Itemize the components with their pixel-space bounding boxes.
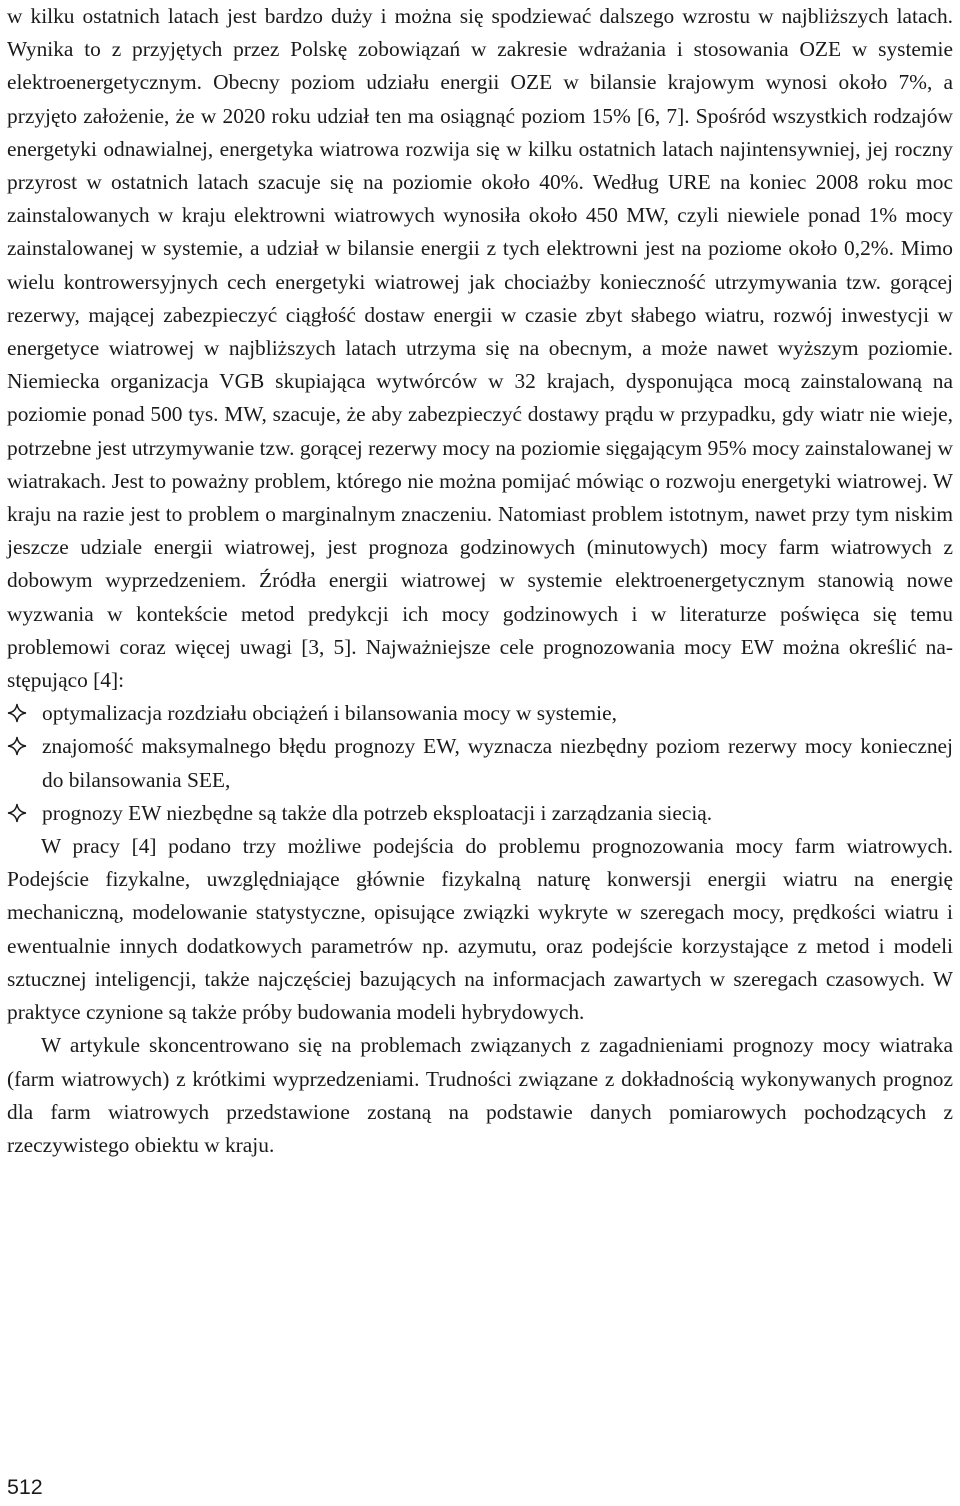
objectives-list	[7, 697, 953, 830]
body-paragraph-3: W artykule skoncentrowano się na problemach związanych z zagadnieniami prognozy mocy wiatraka (farm wiatrowych) z krótkimi wyprzedzeniami. Trudności związane z dokładnością wykonywanych prognoz dla farm wiatrowych przedstawione zostaną na podstawie danych pomiarowych pochodzących z rzeczywistego obiektu w kraju.	[7, 1033, 953, 1157]
list-item-text: optymalizacja rozdziału obciążeń i bilansowania mocy w systemie,	[42, 701, 617, 726]
list-item-text: znajomość maksymalnego błędu prognozy EW, wyznacza niezbędny poziom rezerwy mocy koniecznej do bilansowania SEE,	[42, 734, 953, 792]
four-point-star-outline-icon	[7, 803, 27, 823]
page-number: 512	[7, 1475, 43, 1499]
four-point-star-outline-icon	[7, 736, 27, 756]
body-paragraph-2: W pracy [4] podano trzy możliwe podejścia do problemu prognozowania mocy farm wiatrowych. Podejście fizykalne, uwzględniające głównie fizykalną naturę konwersji energii wiatru na energię mechaniczną, modelowanie statystyczne, opisujące związki wykryte w szeregach mocy, prędkości wiatru i ewentualnie innych dodatkowych parametrów np. azymutu, oraz podejście korzystające z metod i modeli sztucznej inteligencji, także najczęściej bazujących na informacjach zawartych w szeregach czasowych. W praktyce czynione są także próby budowania modeli hybrydowych.	[7, 834, 953, 1025]
list-item	[7, 697, 953, 730]
list-item	[7, 797, 953, 830]
list-item	[7, 730, 953, 796]
list-item-text: prognozy EW niezbędne są także dla potrzeb eksploatacji i zarządzania siecią.	[42, 800, 713, 825]
document-page	[7, 0, 953, 1162]
four-point-star-outline-icon	[7, 703, 27, 723]
body-paragraph-1: w kilku ostatnich latach jest bardzo duży i można się spodziewać dalszego wzrostu w najbliższych latach. Wynika to z przyjętych przez Polskę zobowiązań w zakresie wdrażania i stosowania OZE w systemie elektroenergetycznym. Obecny poziom udziału energii OZE w bilansie krajowym wynosi około 7%, a przyjęto założenie, że w 2020 roku udział ten ma osiągnąć poziom 15% [6, 7]. Spośród wszystkich rodzajów energetyki odnawialnej, energetyka wiatrowa rozwija się w kilku ostatnich latach najintensywniej, jej roczny przyrost w ostatnich latach szacuje się na poziomie około 40%. Według URE na koniec 2008 roku moc zainstalowanych w kraju elektrowni wiatrowych wynosiła około 450 MW, czyli niewiele ponad 1% mocy zainstalowanej w systemie, a udział w bilansie energii z tych elektrowni jest na poziome około 0,2%. Mimo wielu kontrowersyjnych cech energetyki wiatrowej jak chociażby konieczność utrzymywania tzw. gorącej rezerwy, mającej zabezpieczyć ciągłość dostaw energii w czasie zbyt słabego wiatru, rozwój inwestycji w energetyce wiatrowej w najbliższych latach utrzyma się na obecnym, a może nawet wyższym poziomie. Niemiecka organizacja VGB skupiająca wytwórców w 32 krajach, dysponująca mocą zainstalowaną na poziomie ponad 500 tys. MW, szacuje, że aby zabezpieczyć dostawy prądu w przypadku, gdy wiatr nie wieje, potrzebne jest utrzymywanie tzw. gorącej rezerwy mocy na poziomie sięgającym 95% mocy zainstalowanej w wiatrakach. Jest to poważny problem, którego nie można pomijać mówiąc o rozwoju energetyki wiatrowej. W kraju na razie jest to problem o marginalnym znaczeniu. Natomiast problem istotnym, nawet przy tym niskim jeszcze udziale energii wiatrowej, jest prognoza godzinowych (minutowych) mocy farm wiatrowych z dobowym wyprzedzeniem. Źródła energii wiatrowej w systemie elektroenergetycznym stanowią nowe wyzwania w kontekście metod predykcji ich mocy godzinowych i w literaturze poświęca się temu problemowi coraz więcej uwagi [3, 5]. Najważniejsze cele prognozowania mocy EW można określić następująco [4]:	[7, 4, 953, 693]
